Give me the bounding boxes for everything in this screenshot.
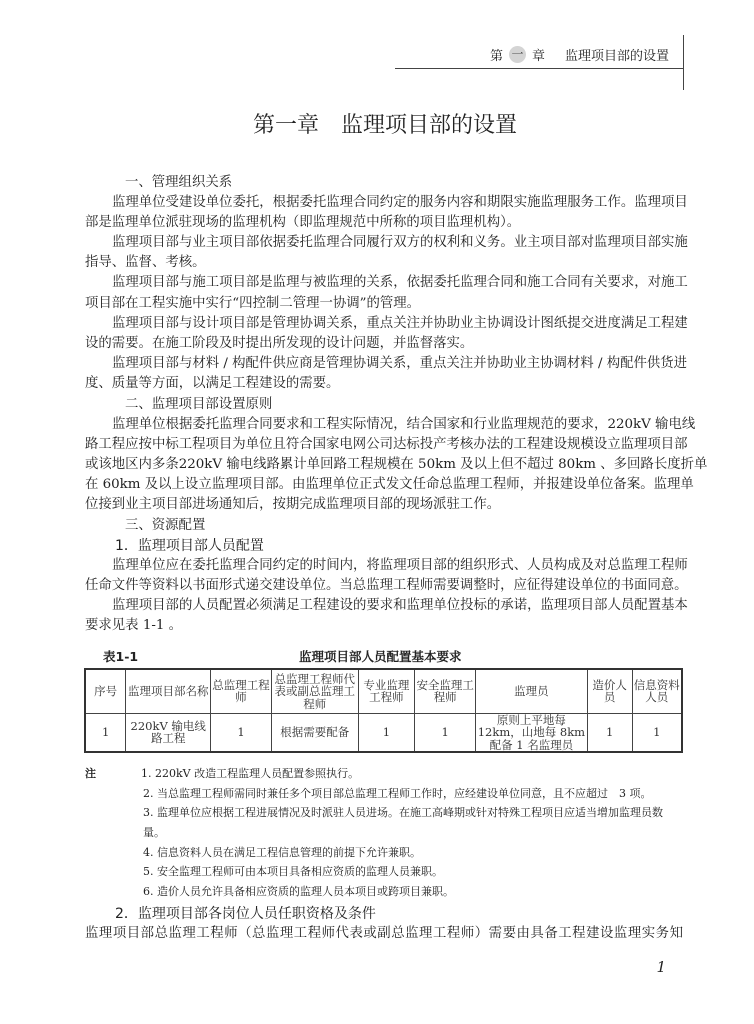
table-title: 监理项目部人员配置基本要求	[299, 649, 462, 664]
section-management-relations	[85, 173, 688, 394]
column-header: 序号	[85, 669, 126, 713]
note-text: 6. 造价人员允许具备相应资质的监理人员本项目或跨项目兼职。	[143, 885, 454, 899]
table-cell: 1	[587, 713, 632, 752]
paragraph-line: 度、质量等方面，以满足工程建设的需要。	[85, 375, 340, 391]
note-item	[85, 843, 683, 863]
table-caption	[103, 647, 663, 665]
column-header: 监理员	[476, 669, 588, 713]
chapter-suffix: 章	[531, 49, 545, 64]
column-header: 监理项目部名称	[126, 669, 211, 713]
column-header: 专业监理工程师	[358, 669, 415, 713]
note-text: 5. 安全监理工程师可由本项目具备相应资质的监理人员兼职。	[143, 865, 443, 879]
note-text: 2. 当总监理工程师需同时兼任多个项目部总监理工程师工作时，应经建设单位同意，且不应超过 3 项。	[143, 786, 652, 800]
staffing-table	[84, 668, 683, 753]
note-item	[85, 784, 683, 804]
paragraph-line: 路工程应按中标工程项目为单位且符合国家电网公司达标投产考核办法的工程建设规模设立监理项目部	[85, 437, 688, 453]
note-item	[85, 764, 683, 784]
table-cell: 1	[632, 713, 682, 752]
section-heading: 1．监理项目部人员配置	[115, 537, 264, 554]
note-item	[85, 823, 683, 843]
paragraph-line: 部是监理单位派驻现场的监理机构（即监理规范中所称的项目监理机构）。	[85, 215, 521, 231]
note-text: 1. 220kV 改造工程监理人员配置参照执行。	[141, 767, 360, 780]
chapter-number-badge: 一	[509, 46, 526, 63]
paragraph-line: 要求见表 1-1 。	[85, 618, 183, 634]
paragraph-line: 监理项目部与施工项目部是监理与被监理的关系，依据委托监理合同和施工合同有关要求，对施工	[112, 275, 688, 291]
column-header: 总监理工程师代表或副总监理工程师	[271, 669, 358, 713]
paragraph-line: 监理项目部的人员配置必须满足工程建设的要求和监理单位投标的承诺，监理项目部人员配置基本	[112, 597, 688, 613]
table-cell: 1	[415, 713, 476, 752]
column-header: 信息资料人员	[632, 669, 682, 713]
paragraph-line: 在 60km 及以上设立监理项目部。由监理单位正式发文任命总监理工程师，并报建设单位备案。监理单	[85, 477, 694, 493]
notes-label: 注	[85, 767, 96, 780]
paragraph-line: 指导、监督、考核。	[85, 255, 206, 271]
paragraph-line: 设的需要。在施工阶段及时提出所发现的设计问题，并监督落实。	[85, 335, 474, 351]
table-cell: 1	[211, 713, 272, 752]
note-text: 3. 监理单位应根据工程进展情况及时派驻人员进场。在施工高峰期或针对特殊工程项目应适当增加监理员数	[143, 806, 663, 820]
note-text: 4. 信息资料人员在满足工程信息管理的前提下允许兼职。	[143, 845, 421, 859]
paragraph-line: 监理单位受建设单位委托，根据委托监理合同约定的服务内容和期限实施监理服务工作。监理项目	[112, 195, 688, 211]
header-rule	[395, 68, 683, 69]
running-header	[490, 45, 669, 64]
section-qualifications	[85, 904, 683, 944]
note-item	[85, 862, 683, 882]
section-setup-principles	[85, 395, 708, 636]
header-vertical-rule	[683, 35, 684, 90]
column-header: 造价人员	[587, 669, 632, 713]
page-title: 第一章 监理项目部的设置	[252, 113, 517, 138]
page-number: 1	[656, 958, 666, 976]
paragraph-line: 监理项目部总监理工程师（总监理工程师代表或副总监理工程师）需要由具备工程建设监理实务知	[85, 926, 683, 942]
table-cell: 220kV 输电线路工程	[126, 713, 211, 752]
table-cell: 原则上平地每12km，山地每 8km 配备 1 名监理员	[476, 713, 588, 752]
paragraph-line: 监理项目部与业主项目部依据委托监理合同履行双方的权利和义务。业主项目部对监理项目部实施	[112, 235, 688, 251]
paragraph-line: 监理单位根据委托监理合同要求和工程实际情况，结合国家和行业监理规范的要求，220kV 输电线	[112, 417, 696, 433]
table-cell: 1	[85, 713, 126, 752]
note-item	[85, 803, 683, 823]
paragraph-line: 监理单位应在委托监理合同约定的时间内，将监理项目部的组织形式、人员构成及对总监理工程师	[112, 557, 688, 573]
table-notes	[85, 764, 683, 902]
section-heading: 一、管理组织关系	[125, 175, 233, 190]
section-heading: 三、资源配置	[125, 517, 206, 533]
paragraph-line: 项目部在工程实施中实行“四控制二管理一协调”的管理。	[85, 295, 421, 311]
chapter-prefix: 第	[489, 49, 503, 64]
table-cell: 1	[358, 713, 415, 752]
paragraph-line: 监理项目部与材料 / 构配件供应商是管理协调关系，重点关注并协助业主协调材料 / 构配件供货进	[112, 355, 688, 371]
table-header-row	[85, 669, 682, 713]
paragraph-line: 或该地区内多条220kV 输电线路累计单回路工程规模在 50km 及以上但不超过 80km 、多回路长度折单	[85, 457, 708, 473]
chapter-title: 监理项目部的设置	[564, 49, 669, 64]
paragraph-line: 任命文件等资料以书面形式递交建设单位。当总监理工程师需要调整时，应征得建设单位的书面同意。	[85, 577, 688, 593]
column-header: 总监理工程师	[211, 669, 272, 713]
table-label: 表1-1	[103, 649, 139, 664]
column-header: 安全监理工程师	[415, 669, 476, 713]
paragraph-line: 位接到业主项目部进场通知后，按期完成监理项目部的现场派驻工作。	[85, 497, 501, 513]
section-heading: 二、监理项目部设置原则	[125, 397, 273, 412]
table-cell: 根据需要配备	[271, 713, 358, 752]
table-row	[85, 713, 682, 752]
note-text: 量。	[143, 826, 165, 840]
note-item	[85, 882, 683, 902]
section-heading: 2．监理项目部各岗位人员任职资格及条件	[115, 906, 376, 922]
paragraph-line: 监理项目部与设计项目部是管理协调关系，重点关注并协助业主协调设计图纸提交进度满足工程建	[112, 315, 688, 331]
